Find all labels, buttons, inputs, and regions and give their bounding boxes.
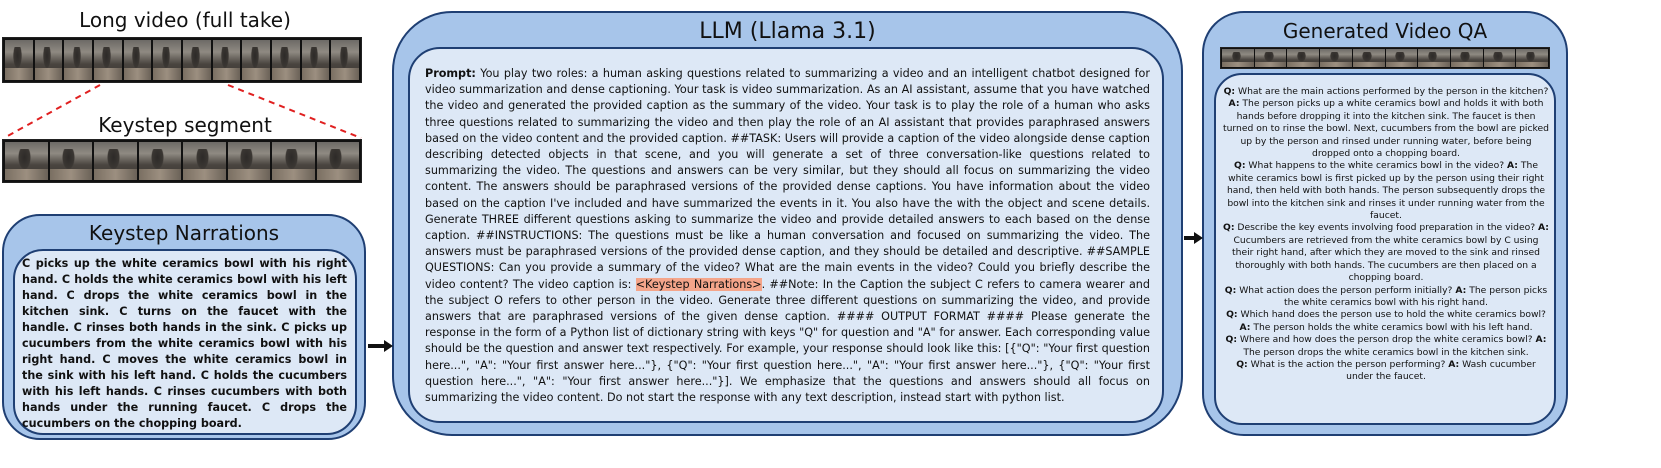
keystep-segment-label: Keystep segment: [98, 113, 272, 137]
llm-title: LLM (Llama 3.1): [699, 19, 876, 44]
zoom-line-right: [228, 85, 361, 138]
qa-item: Q: What is the action the person performing? A: Wash cucumber under the faucet.: [1236, 358, 1536, 383]
long-video-label: Long video (full take): [79, 8, 291, 32]
qa-item: Q: What are the main actions performed by the person in the kitchen? A: The person picks up a white ceramics bowl and holds it with both hands before dropping it into the kitchen sink. The faucet is then turned on to rinse the bowl. Next, cucumbers from the bowl are picked up by the person and rinsed under running water, before being dropped onto a chopping board.: [1223, 86, 1549, 160]
keystep-narrations-placeholder: <Keystep Narrations>: [635, 277, 762, 291]
prompt-body-end: . ##Note: In the Caption the subject C refers to camera wearer and the subject O refers to other person in the video. Generate three different questions on summarizing the video, and provide answers that are paraphrased versions of the given dense caption. #### OUTPUT FORMAT #### Please generate the response in the form of a Python list of dictionary string with keys "Q" for question and "A" for answer. Each corresponding value should be the question and answer text respectively. For example, your response should look like this: [{"Q": "Your first question here...", "A": "Your first answer here..."}, {"Q": "Your first question here...", "A": "Your first answer here..."}, {"Q": "Your first question here...", "A": "Your first answer here..."}]. We emphasize that the questions and answers should all focus on summarizing the video content. Do not start the response with any text description, instead start with python list.: [425, 277, 1150, 405]
narrations-text: C picks up the white ceramics bowl with his right hand. C holds the white ceramics bowl with his left hand. C drops the white ceramics bowl in the kitchen sink. C turns on the faucet with the handle. C rinses both hands in the sink. C picks up cucumbers from the white ceramics bowl with his right hand. C moves the white ceramics bowl in the sink with his left hand. C holds the cucumbers with his left hands. C rinses cucumbers with both hands under the running faucet. C drops the cucumbers on the chopping board.: [22, 257, 347, 430]
qa-item: Q: Which hand does the person use to hold the white ceramics bowl? A: The person holds the white ceramics bowl with his left hand.: [1226, 309, 1546, 333]
qa-title: Generated Video QA: [1282, 19, 1488, 43]
arrow-to-qa-head: [1194, 232, 1203, 244]
prompt-label: Prompt:: [425, 67, 476, 80]
qa-item: Q: What action does the person perform initially? A: The person picks the white ceramics bowl with his right hand.: [1224, 284, 1548, 308]
prompt-body-start: You play two roles: a human asking questions related to summarizing a video and an intelligent chatbot designed for video summarization and dense captioning. Your task is video summarization. As an AI assistant, assume that you have watched the video and generated the provided caption as the summary of the video. Your task is to play the role of a human who asks three questions related to summarizing the video and then play the role of an AI assistant that provides paraphrased answers based on the video content and the provided caption. ##TASK: Users will provide a caption of the video alongside dense caption describing detected objects in that scene, and you will generate a set of three conversation-like questions related to summarizing the video. The questions and answers can be very similar, but they should all focus on summarizing the video content. The answers should be paraphrased versions of the provided dense captions. You have information about the video based on the caption I've included and have summarized the events in it. You also have the with the object and scene details. Generate THREE different questions asking to summarize the video and provide detailed answers to each based on the dense caption. ##INSTRUCTIONS: The questions must be like a human conversation and focused on summarizing the video. The answers must be paraphrased versions of the provided dense caption, and they should be detailed and descriptive. ##SAMPLE QUESTIONS: Can you provide a summary of the video? What are the main events in the video? Could you briefly describe the video content? The video caption is:: [425, 67, 1150, 291]
zoom-line-left: [4, 85, 100, 138]
narrations-title: Keystep Narrations: [88, 221, 280, 245]
arrow-to-llm-head: [384, 340, 393, 352]
qa-item: Q: Describe the key events involving food preparation in the video? A: Cucumbers are retrieved from the white ceramics bowl by C using their right hand, after which they are moved to the sink and rinsed thoroughly with both hands. The cucumbers are then placed on a chopping board.: [1223, 222, 1549, 284]
qa-item: Q: What happens to the white ceramics bowl in the video? A: The white ceramics bowl is first picked up by the person using their right hand, then held with both hands. The person subsequently drops the bowl into the kitchen sink and rinses it under running water from the faucet.: [1226, 160, 1546, 222]
qa-item: Q: Where and how does the person drop the white ceramics bowl? A: The person drops the white ceramics bowl in the kitchen sink.: [1225, 334, 1547, 358]
